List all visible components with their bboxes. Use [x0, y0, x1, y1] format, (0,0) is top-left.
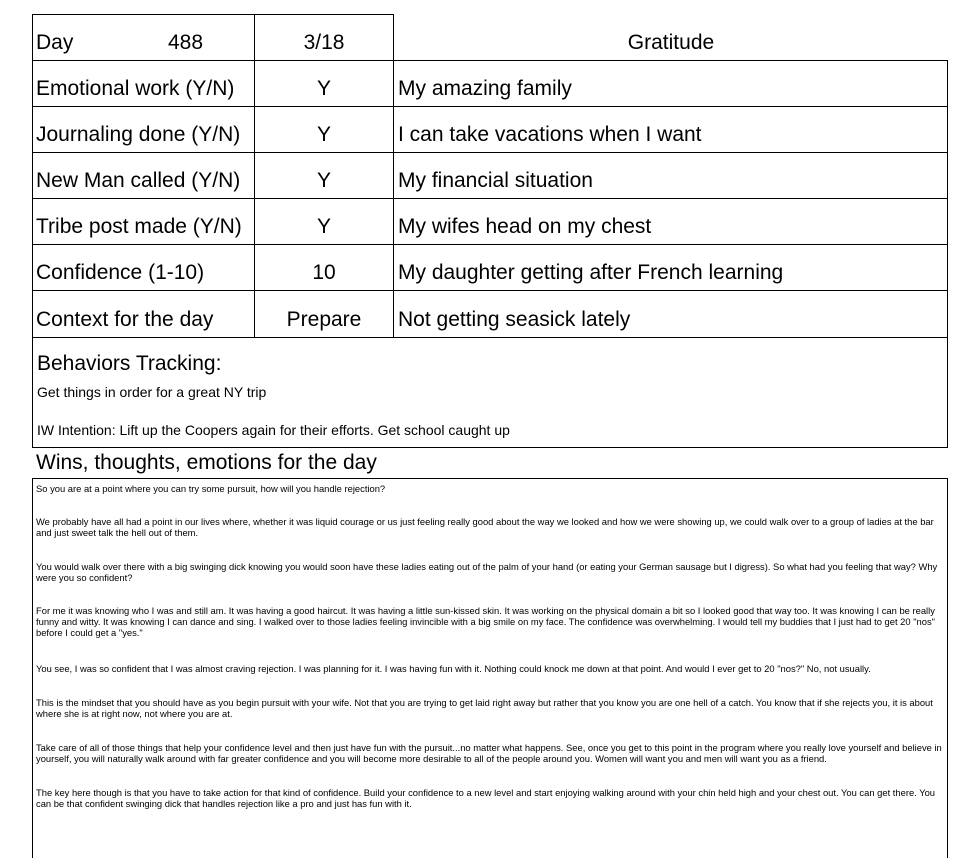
table-row — [32, 152, 948, 198]
row-value: Prepare — [255, 290, 394, 337]
table-row — [32, 60, 948, 106]
row-label: Tribe post made (Y/N) — [32, 198, 255, 244]
row-value: Y — [255, 106, 394, 152]
gratitude-item: My amazing family — [394, 60, 948, 106]
row-label: New Man called (Y/N) — [32, 152, 255, 198]
wins-box — [32, 478, 948, 858]
wins-paragraph: For me it was knowing who I was and still am. It was having a good haircut. It was having a little sun-kissed skin. It was working on the physical domain a bit so I looked good that way too. It was knowing I can be really funny and witty. It was knowing I can dance and sing. I walked over to those ladies feeling invincible with a big smile on my face. The confidence was overwhelming. I would tell my buddies that I just had to get 20 "nos" before I could get a "yes." — [36, 605, 935, 638]
row-label: Emotional work (Y/N) — [32, 60, 255, 106]
row-value: Y — [255, 60, 394, 106]
table-row — [32, 244, 948, 290]
gratitude-item: Not getting seasick lately — [394, 290, 948, 337]
row-label: Context for the day — [32, 290, 255, 337]
gratitude-item: I can take vacations when I want — [394, 106, 948, 152]
gratitude-heading: Gratitude — [627, 31, 715, 54]
row-label: Journaling done (Y/N) — [32, 106, 255, 152]
gratitude-item: My daughter getting after French learning — [394, 244, 948, 290]
date-cell: 3/18 — [255, 14, 394, 60]
wins-paragraph: You would walk over there with a big swinging dick knowing you would soon have these ladies eating out of the palm of your hand (or eating your German sausage but I digress). So what had you feeling that way? Why were you so confident? — [36, 561, 938, 583]
row-value: Y — [255, 152, 394, 198]
wins-paragraph: We probably have all had a point in our lives where, whether it was liquid courage or us just feeling really good about the way we looked and how we were showing up, we could walk over to a group of ladies at the bar and just sweet talk the hell out of them. — [36, 516, 934, 538]
day-label: Day — [36, 31, 74, 54]
header-row — [32, 14, 948, 60]
wins-paragraph: You see, I was so confident that I was almost craving rejection. I was planning for it. I was having fun with it. Nothing could knock me down at that point. And would I ever get to 20 "nos?" No, not usually. — [36, 663, 871, 674]
gratitude-item: My financial situation — [394, 152, 948, 198]
row-label: Confidence (1-10) — [32, 244, 255, 290]
wins-title: Wins, thoughts, emotions for the day — [36, 451, 377, 474]
day-cell — [32, 14, 255, 60]
table-row — [32, 290, 948, 337]
row-value: 10 — [255, 244, 394, 290]
intention-entry: IW Intention: Lift up the Coopers again for their efforts. Get school caught up — [37, 422, 510, 438]
behaviors-box — [32, 337, 948, 448]
row-value: Y — [255, 198, 394, 244]
behaviors-entry: Get things in order for a great NY trip — [37, 384, 267, 400]
wins-paragraph: So you are at a point where you can try some pursuit, how will you handle rejection? — [36, 483, 386, 494]
wins-paragraph: This is the mindset that you should have as you begin pursuit with your wife. Not that you are trying to get laid right away but rather that you know you are one hell of a catch. You know that if she rejects you, it is about where she is at right now, not where you are at. — [36, 697, 933, 719]
behaviors-title: Behaviors Tracking: — [37, 352, 222, 375]
table-row — [32, 198, 948, 244]
wins-paragraph: The key here though is that you have to take action for that kind of confidence. Build your confidence to a new level and start enjoying walking around with your chin held high and your chest out. You can get there. You can be that confident swinging dick that handles rejection like a pro and just has fun with it. — [36, 787, 936, 809]
wins-paragraph: Take care of all of those things that help your confidence level and then just have fun with the pursuit...no matter what happens. See, once you get to this point in the program where you really love yourself and believe in yourself, you will naturally walk around with far greater confidence and you will become more desirable to all of the people around you. Women will want you and men will want you as a friend. — [36, 742, 942, 764]
gratitude-item: My wifes head on my chest — [394, 198, 948, 244]
day-number: 488 — [168, 31, 204, 54]
table-row — [32, 106, 948, 152]
